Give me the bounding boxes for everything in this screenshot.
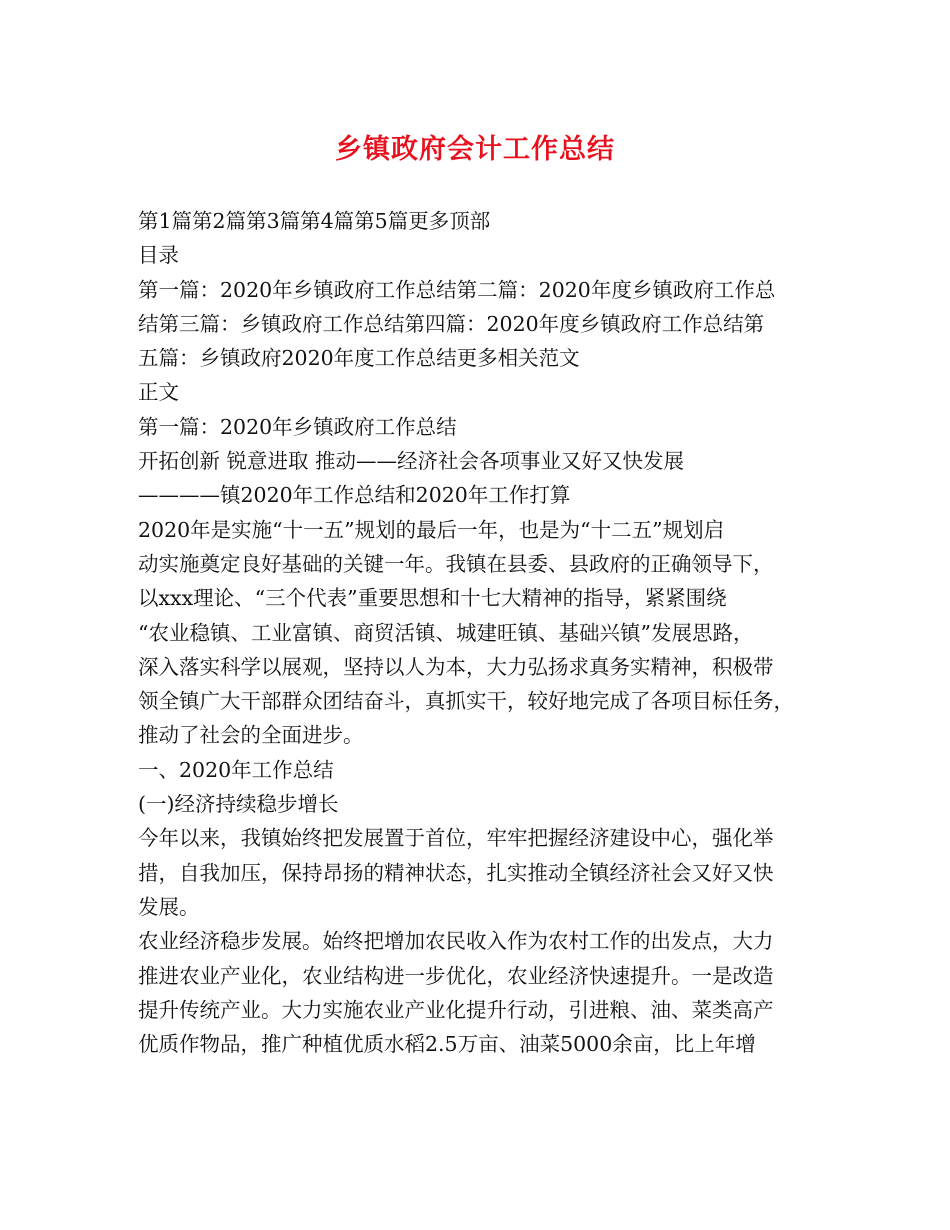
body-line: 第一篇：2020年乡镇政府工作总结第二篇：2020年度乡镇政府工作总 <box>138 277 776 302</box>
body-line: 正文 <box>138 380 179 405</box>
document-title: 乡镇政府会计工作总结 <box>335 134 615 165</box>
body-line: 农业经济稳步发展。始终把增加农民收入作为农村工作的出发点，大力 <box>138 929 774 954</box>
body-line: ————镇2020年工作总结和2020年工作打算 <box>138 483 571 508</box>
body-line: 领全镇广大干部群众团结奋斗，真抓实干，较好地完成了各项目标任务， <box>138 689 794 714</box>
body-line: 2020年是实施“十一五”规划的最后一年，也是为“十二五”规划启 <box>138 517 725 542</box>
body-line: 今年以来，我镇始终把发展置于首位，牢牢把握经济建设中心，强化举 <box>138 826 774 851</box>
body-line: 深入落实科学以展观，坚持以人为本，大力弘扬求真务实精神，积极带 <box>138 654 774 679</box>
body-line: 第1篇第2篇第3篇第4篇第5篇更多顶部 <box>138 209 491 233</box>
document-body <box>138 204 828 1061</box>
body-line: 提升传统产业。大力实施农业产业化提升行动，引进粮、油、菜类高产 <box>138 997 774 1022</box>
body-line: 优质作物品，推广种植优质水稻2.5万亩、油菜5000余亩，比上年增 <box>138 1032 756 1057</box>
body-line: 第一篇：2020年乡镇政府工作总结 <box>138 414 457 439</box>
body-line: “农业稳镇、工业富镇、商贸活镇、城建旺镇、基础兴镇”发展思路， <box>138 620 754 645</box>
body-line: 以xxx理论、“三个代表”重要思想和十七大精神的指导，紧紧围绕 <box>138 586 727 611</box>
body-line: 开拓创新 锐意进取 推动——经济社会各项事业又好又快发展 <box>138 449 685 474</box>
body-line: (一)经济持续稳步增长 <box>138 792 339 817</box>
body-line: 推进农业产业化，农业结构进一步优化，农业经济快速提升。一是改造 <box>138 963 774 988</box>
body-line: 推动了社会的全面进步。 <box>138 723 364 748</box>
body-line: 一、2020年工作总结 <box>138 757 334 782</box>
body-line: 措，自我加压，保持昂扬的精神状态，扎实推动全镇经济社会又好又快 <box>138 860 774 885</box>
body-line: 五篇：乡镇政府2020年度工作总结更多相关范文 <box>138 346 580 371</box>
body-line: 目录 <box>138 243 179 268</box>
body-line: 结第三篇：乡镇政府工作总结第四篇：2020年度乡镇政府工作总结第 <box>138 311 765 336</box>
body-line: 动实施奠定良好基础的关键一年。我镇在县委、县政府的正确领导下， <box>138 551 774 576</box>
body-line: 发展。 <box>138 894 200 919</box>
